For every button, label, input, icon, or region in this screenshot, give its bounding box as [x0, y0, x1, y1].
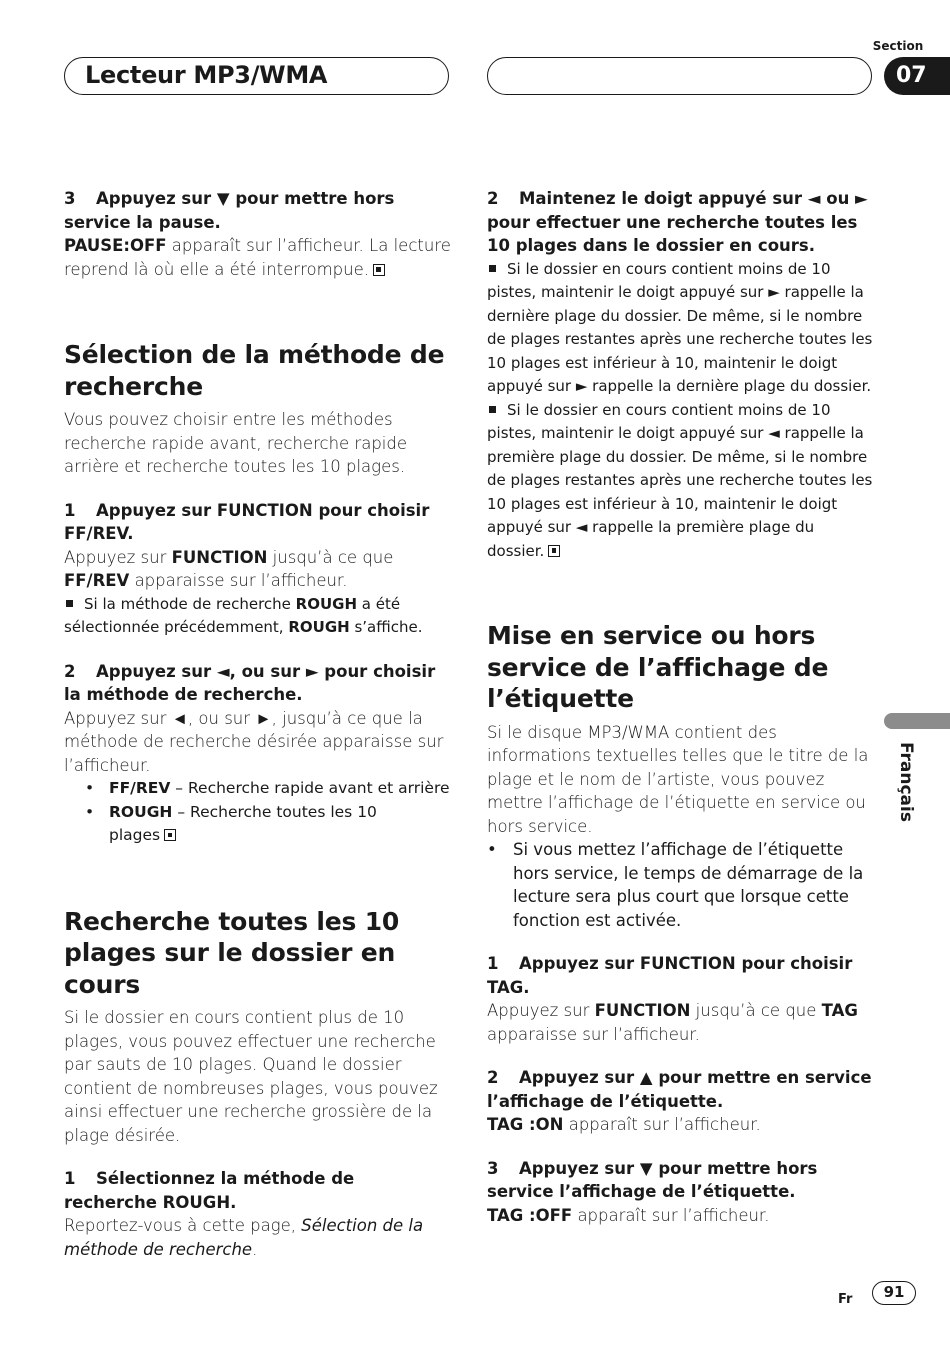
list-item: [64, 777, 452, 801]
display-code: TAG :OFF: [487, 1205, 573, 1225]
step-heading: [487, 187, 875, 258]
step-title: Appuyez sur ▼ pour mettre hors service la pause.: [64, 189, 395, 232]
language-tab-marker: [884, 713, 950, 729]
step-text-body: apparaît sur l’afficheur. La lecture reprend là où elle a été interrompue.: [64, 236, 451, 279]
step-title: Appuyez sur ◄, ou sur ► pour choisir la méthode de recherche.: [64, 661, 436, 704]
text-run: s’affiche.: [349, 618, 423, 636]
display-code: ROUGH: [109, 802, 173, 821]
paragraph-tag: Si le disque MP3/WMA contient des informations textuelles telles que le titre de la plage et le nom de l’artiste, vous pouvez mettre l’affichage de l’étiquette en service ou hors service.: [487, 722, 869, 836]
note: [487, 399, 875, 564]
step-text: [64, 234, 452, 281]
step-heading: [64, 1167, 452, 1214]
paragraph-recherche: Si le dossier en cours contient plus de 10 plages, vous pouvez effectuer une recherche par sauts de 10 plages. Quand le dossier contient de nombreuses plages, vous pouvez ainsi effectuer une recherche grossière de la plage désirée.: [64, 1008, 438, 1145]
header-title-box: [64, 57, 449, 95]
step-number: 1: [487, 954, 499, 973]
display-code: FF/REV: [64, 571, 130, 590]
text-run: Si le dossier en cours contient moins de 10 pistes, maintenir le doigt appuyé sur ◄ rappelle la première plage du dossier. De même, si le nombre de plages restantes après une recherche toutes les 10 plages est inférieur à 10, maintenir le doigt appuyé sur ◄ rappelle la première plage du dossier.: [487, 400, 873, 560]
step-heading: [487, 952, 875, 999]
note-square-icon: [489, 265, 496, 272]
step-number: 3: [487, 1158, 499, 1178]
right-column: [487, 187, 875, 1227]
display-code: ROUGH: [288, 618, 350, 636]
display-code: TAG: [821, 1001, 858, 1020]
text-run: Appuyez sur: [64, 547, 172, 567]
list-item: [64, 801, 452, 848]
heading-recherche: Recherche toutes les 10 plages sur le dossier en cours: [64, 906, 400, 999]
step-text: Appuyez sur ◄, ou sur ►, jusqu’à ce que la méthode de recherche désirée apparaisse sur l’afficheur.: [64, 708, 444, 775]
step-title: Appuyez sur ▼ pour mettre hors service l’affichage de l’étiquette.: [487, 1158, 818, 1201]
page-number: 91: [872, 1281, 916, 1305]
heading-tag: Mise en service ou hors service de l’affichage de l’étiquette: [487, 621, 829, 713]
step-title: Appuyez sur FUNCTION pour choisir FF/REV.: [64, 500, 430, 543]
step-number: 2: [64, 661, 76, 681]
end-mark-icon: [373, 264, 385, 276]
text-run: Si la méthode de recherche: [84, 594, 296, 613]
note-square-icon: [489, 406, 496, 413]
note: [487, 258, 875, 399]
step-text: [487, 1204, 875, 1228]
footer-language-code: Fr: [838, 1292, 853, 1307]
step-heading: [487, 1157, 875, 1204]
bullet-icon: •: [85, 802, 95, 821]
text-run: apparaisse sur l’afficheur.: [487, 1024, 700, 1044]
page-title: Lecteur MP3/WMA: [85, 61, 328, 89]
step-number: 2: [487, 189, 499, 208]
step-text: [64, 546, 452, 593]
display-code: TAG :ON: [487, 1115, 564, 1134]
language-label: Français: [896, 742, 916, 822]
left-column: [64, 187, 452, 1261]
display-code: ROUGH: [295, 594, 358, 613]
text-run: .: [252, 1239, 258, 1259]
bullet-icon: •: [85, 779, 95, 797]
text-run: – Recherche toutes les 10 plages: [109, 802, 377, 844]
text-run: Appuyez sur: [487, 1001, 595, 1020]
step-title: Appuyez sur FUNCTION pour choisir TAG.: [487, 954, 853, 997]
step-number: 2: [487, 1068, 499, 1087]
step-title: Appuyez sur ▲ pour mettre en service l’affichage de l’étiquette.: [487, 1068, 872, 1111]
display-code: PAUSE:OFF: [64, 236, 167, 255]
step-text: [64, 1214, 452, 1261]
step-heading: [64, 660, 452, 707]
step-text: [487, 999, 875, 1046]
step-title: Maintenez le doigt appuyé sur ◄ ou ► pour effectuer une recherche toutes les 10 plages dans le dossier en cours.: [487, 189, 868, 255]
end-mark-icon: [164, 829, 176, 841]
step-number: 1: [64, 1169, 76, 1188]
step-text: [487, 1113, 875, 1137]
note-square-icon: [66, 600, 73, 607]
display-code: FUNCTION: [171, 547, 268, 567]
text-run: jusqu’à ce que: [690, 1001, 822, 1020]
section-label: Section: [872, 39, 924, 53]
display-code: FF/REV: [109, 779, 171, 797]
text-run: – Recherche rapide avant et arrière: [170, 779, 450, 797]
text-run: jusqu’à ce que: [267, 547, 394, 567]
text-run: apparaisse sur l’afficheur.: [129, 571, 348, 590]
note: [64, 593, 452, 640]
text-run: Si vous mettez l’affichage de l’étiquette hors service, le temps de démarrage de la lecture sera plus court que lorsque cette fonction est activée.: [513, 840, 864, 930]
cross-reference: Sélection de la méthode de recherche: [64, 1216, 424, 1259]
step-number: 1: [64, 500, 76, 520]
text-run: apparaît sur l’afficheur.: [572, 1205, 770, 1225]
step-heading: [64, 499, 452, 546]
step-title: Sélectionnez la méthode de recherche ROUGH.: [64, 1169, 355, 1212]
step-number: 3: [64, 189, 76, 208]
section-number-tab: 07: [884, 57, 950, 95]
bullet-icon: •: [487, 840, 497, 859]
list-item: [487, 838, 875, 932]
display-code: FUNCTION: [594, 1001, 691, 1020]
text-run: apparaît sur l’afficheur.: [563, 1115, 761, 1134]
text-run: a été sélectionnée précédemment,: [64, 594, 401, 636]
text-run: Reportez-vous à cette page,: [64, 1216, 302, 1235]
header-empty-box: [487, 57, 872, 95]
step-heading: [64, 187, 452, 234]
step-heading: [487, 1066, 875, 1113]
heading-selection: Sélection de la méthode de recherche: [64, 340, 445, 401]
paragraph-selection: Vous pouvez choisir entre les méthodes recherche rapide avant, recherche rapide arrière et recherche toutes les 10 plages.: [64, 410, 408, 476]
end-mark-icon: [548, 545, 560, 557]
text-run: Si le dossier en cours contient moins de 10 pistes, maintenir le doigt appuyé sur ► rappelle la dernière plage du dossier. De même, si le nombre de plages restantes après une recherche toutes les 10 plages est inférieur à 10, maintenir le doigt appuyé sur ► rappelle la dernière plage du dossier.: [487, 259, 873, 395]
